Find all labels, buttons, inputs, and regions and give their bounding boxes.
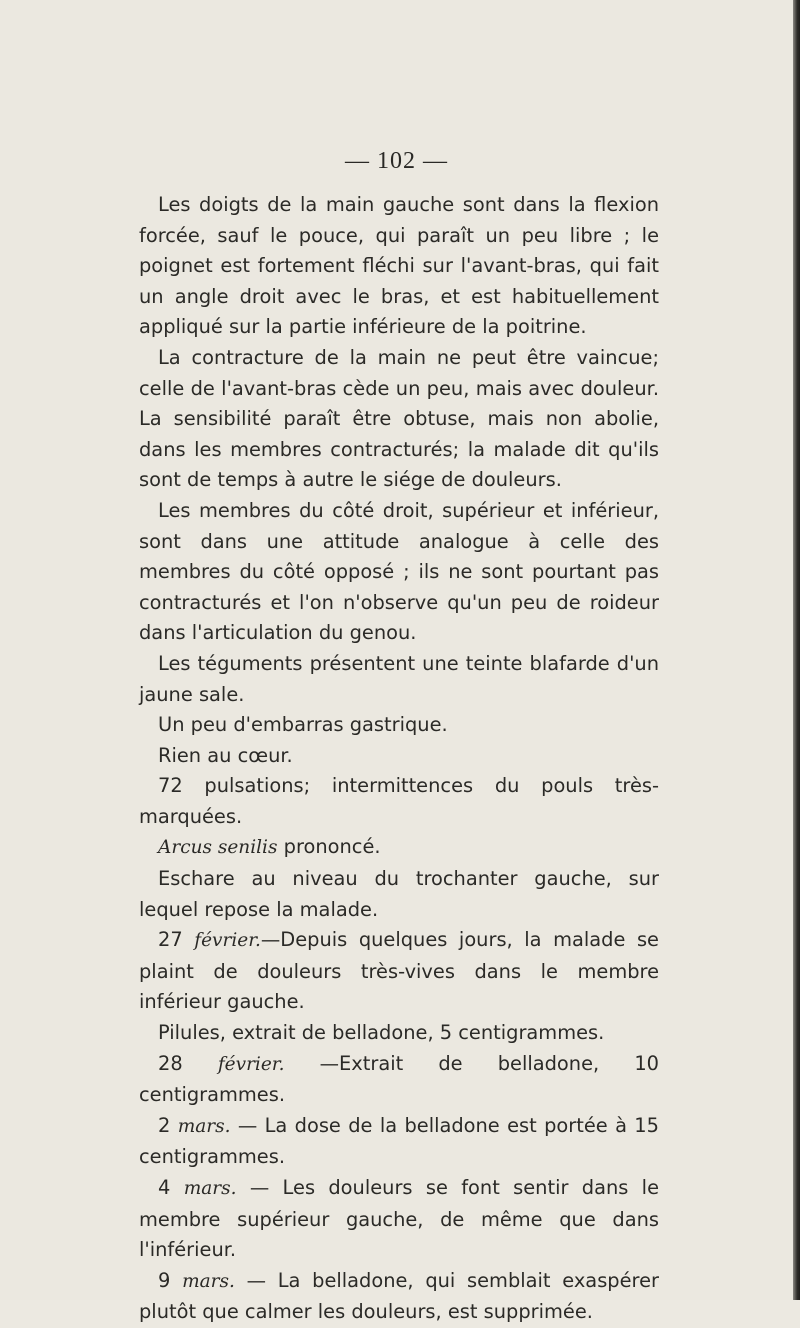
italic-term: Arcus senilis: [158, 837, 278, 859]
paragraph: 27 février.—Depuis quelques jours, la malade se plaint de douleurs très-vives dans le membre inférieur gauche.: [139, 928, 659, 1014]
date-month: février.: [194, 930, 261, 952]
paragraph: Les doigts de la main gauche sont dans la flexion forcée, sauf le pouce, qui paraît un peu libre ; le poignet est fortement fléchi sur l'avant-bras, qui fait un angle droit avec le bras, et est habituellement appliqué sur la partie inférieure de la poitrine.: [139, 193, 659, 339]
paragraph: Pilules, extrait de belladone, 5 centigrammes.: [158, 1021, 605, 1045]
date-day: 4: [158, 1176, 184, 1199]
date-month: mars.: [177, 1115, 231, 1137]
date-month: mars.: [183, 1178, 237, 1199]
page-edge-shadow: [793, 0, 800, 1300]
paragraph: 9 mars. — La belladone, qui semblait exaspérer plutôt que calmer les douleurs, est supprimée.: [139, 1268, 659, 1324]
date-month: février.: [217, 1053, 285, 1075]
paragraph: Les téguments présentent une teinte blafarde d'un jaune sale.: [139, 651, 659, 706]
paragraph: Les membres du côté droit, supérieur et inférieur, sont dans une attitude analogue à celle des membres du côté opposé ; ils ne sont pourtant pas contracturés et l'on n'observe qu'un peu de roideur dans l'articulation du genou.: [139, 498, 659, 645]
paragraph: La contracture de la main ne peut être vaincue; celle de l'avant-bras cède un peu, mais avec douleur. La sensibilité paraît être obtuse, mais non abolie, dans les membres contracturés; la malade dit qu'ils sont de temps à autre le siége de douleurs.: [139, 345, 659, 492]
date-day: 2: [158, 1113, 178, 1137]
paragraph: Un peu d'embarras gastrique.: [158, 713, 448, 737]
paragraph: Eschare au niveau du trochanter gauche, sur lequel repose la malade.: [139, 867, 659, 921]
date-day: 27: [158, 928, 195, 952]
date-day: 28: [158, 1051, 218, 1075]
paragraph: Rien au cœur.: [158, 743, 293, 767]
paragraph: 28 février. —Extrait de belladone, 10 centigrammes.: [139, 1051, 659, 1107]
paragraph: 72 pulsations; intermittences du pouls très-marquées.: [139, 774, 659, 828]
paragraph: Arcus senilis prononcé.: [158, 835, 381, 859]
date-day: 9: [158, 1268, 183, 1292]
paragraph: 2 mars. — La dose de la belladone est portée à 15 centigrammes.: [139, 1113, 659, 1169]
paragraph: 4 mars. — Les douleurs se font sentir dans le membre supérieur gauche, de même que dans l'inférieur.: [139, 1176, 659, 1262]
page-number: — 102 —: [345, 148, 448, 174]
body-text: [139, 190, 659, 1328]
date-month: mars.: [182, 1270, 235, 1292]
